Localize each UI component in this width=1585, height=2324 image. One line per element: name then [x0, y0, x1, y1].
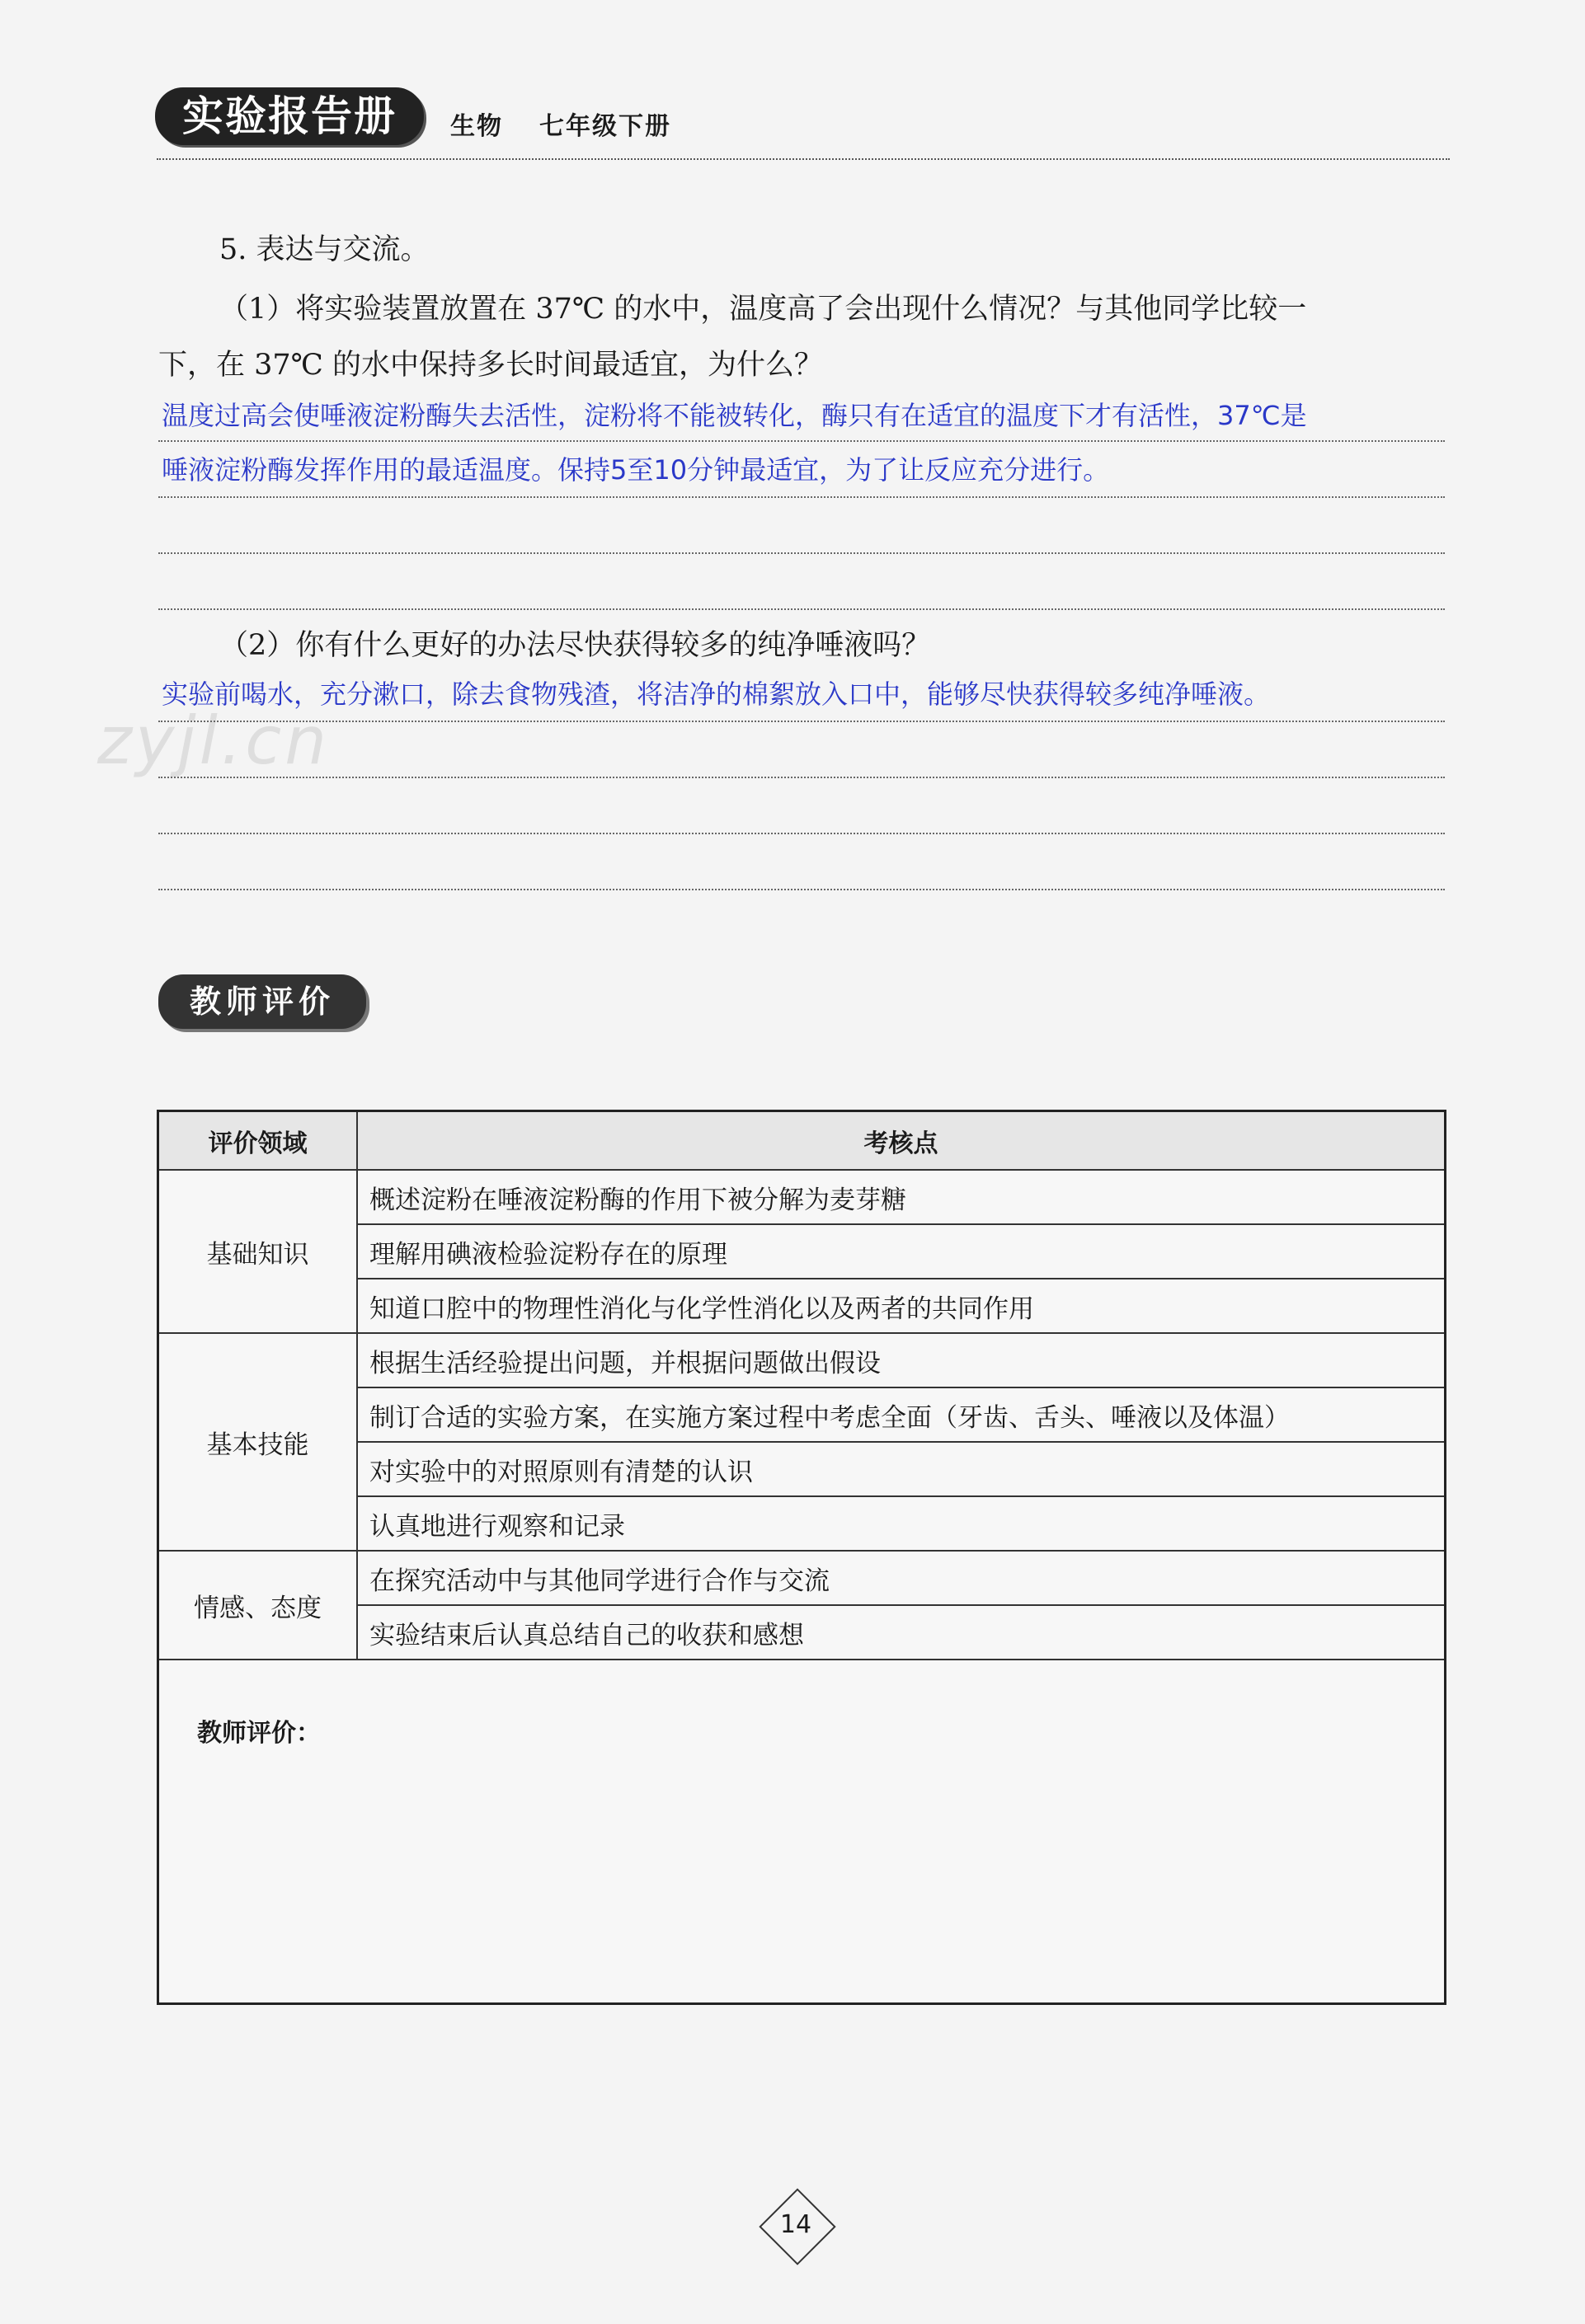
table-row: [159, 1170, 1444, 1224]
answer-1-line-1: 温度过高会使唾液淀粉酶失去活性，淀粉将不能被转化，酶只有在适宜的温度下才有活性，37℃是: [162, 400, 1307, 431]
area-emotion-attitude: 情感、态度: [159, 1551, 357, 1660]
answer-2: 实验前喝水，充分漱口，除去食物残渣，将洁净的棉絮放入口中，能够尽快获得较多纯净唾液。: [162, 678, 1271, 710]
table-header-row: [159, 1112, 1444, 1170]
answer-line: [158, 721, 1445, 722]
answer-line: [158, 440, 1445, 442]
answer-line: [158, 608, 1445, 610]
assessment-point: 在探究活动中与其他同学进行合作与交流: [357, 1551, 1444, 1605]
assessment-point: 理解用碘液检验淀粉存在的原理: [357, 1224, 1444, 1279]
teacher-comment-label: 教师评价：: [197, 1719, 321, 1748]
answer-line: [158, 889, 1445, 890]
answer-line: [158, 552, 1445, 554]
question-1-line-2: 下，在 37℃ 的水中保持多长时间最适宜，为什么？: [158, 349, 823, 382]
header-logo: 实验报告册: [155, 87, 424, 145]
assessment-point: 概述淀粉在唾液淀粉酶的作用下被分解为麦芽糖: [357, 1170, 1444, 1224]
answer-line: [158, 833, 1445, 834]
assessment-point: 制订合适的实验方案，在实施方案过程中考虑全面（牙齿、舌头、唾液以及体温）: [357, 1387, 1444, 1442]
section-title: 5. 表达与交流。: [219, 233, 430, 266]
assessment-point: 根据生活经验提出问题，并根据问题做出假设: [357, 1333, 1444, 1387]
assessment-point: 对实验中的对照原则有清楚的认识: [357, 1442, 1444, 1496]
watermark: zyjl.cn: [97, 702, 330, 779]
page-number: 14: [779, 2210, 812, 2239]
area-basic-knowledge: 基础知识: [159, 1170, 357, 1333]
header-divider: [157, 158, 1450, 160]
table-row: [159, 1551, 1444, 1605]
assessment-point: 知道口腔中的物理性消化与化学性消化以及两者的共同作用: [357, 1279, 1444, 1333]
grade-label: 七年级下册: [539, 112, 671, 141]
area-basic-skills: 基本技能: [159, 1333, 357, 1551]
column-header-area: 评价领域: [159, 1112, 357, 1170]
subject-label: 生物: [450, 112, 503, 141]
assessment-point: 实验结束后认真总结自己的收获和感想: [357, 1605, 1444, 1660]
answer-line: [158, 496, 1445, 498]
table-row: [159, 1333, 1444, 1387]
column-header-points: 考核点: [357, 1112, 1444, 1170]
question-2: （2）你有什么更好的办法尽快获得较多的纯净唾液吗？: [219, 629, 931, 662]
header-subtitle: [450, 106, 708, 142]
teacher-comment-area[interactable]: [159, 1689, 1444, 2002]
answer-line: [158, 777, 1445, 778]
assessment-point: 认真地进行观察和记录: [357, 1496, 1444, 1551]
teacher-eval-badge: 教师评价: [158, 974, 366, 1029]
question-1-line-1: （1）将实验装置放置在 37℃ 的水中，温度高了会出现什么情况？与其他同学比较一: [219, 293, 1307, 326]
evaluation-table: [157, 1110, 1446, 2005]
answer-1-line-2: 唾液淀粉酶发挥作用的最适温度。保持5至10分钟最适宜，为了让反应充分进行。: [162, 454, 1110, 486]
